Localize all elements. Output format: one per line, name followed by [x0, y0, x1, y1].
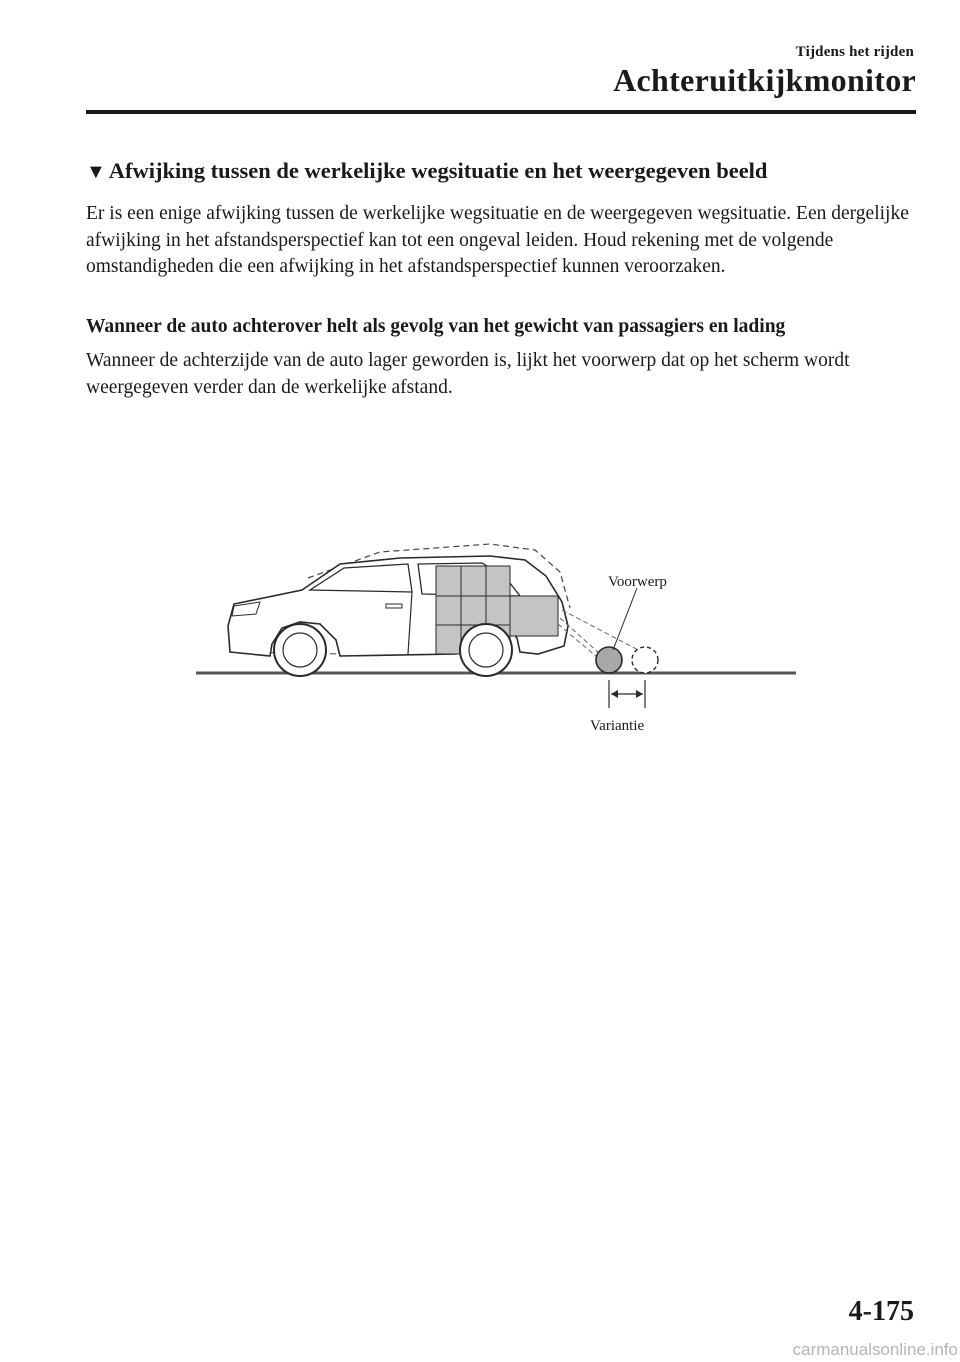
- car-tilt-diagram: [190, 530, 810, 750]
- triangle-marker-icon: ▼: [86, 161, 106, 183]
- cargo-load-rear: [510, 596, 558, 636]
- header-divider: [86, 110, 916, 114]
- condition-paragraph: Wanneer de achterzijde van de auto lager geworden is, lijkt het voorwerp dat op het scherm wordt weergegeven verder dan de werkelijke afstand.: [86, 350, 850, 398]
- object-label: Voorwerp: [608, 574, 667, 590]
- intro-paragraph: Er is een enige afwijking tussen de werkelijke wegsituatie en de weergegeven wegsituatie. Een dergelijke afwijking in het afstandsperspectief kan tot een ongeval leiden. Houd rekening met de volgende omstandigheden die een afwijking in het afstandsperspectief kunnen veroorzaken.: [86, 203, 909, 277]
- running-header-chapter: Achteruitkijkmonitor: [613, 62, 916, 98]
- variance-label: Variantie: [590, 718, 645, 734]
- section-title-text: Afwijking tussen de werkelijke wegsituatie en het weergegeven beeld: [108, 158, 768, 183]
- running-header-section: Tijdens het rijden: [795, 44, 914, 60]
- watermark: carmanualsonline.info: [792, 1340, 958, 1359]
- perceived-object: [632, 647, 658, 673]
- page-number: 4-175: [848, 1296, 914, 1327]
- actual-object: [596, 647, 622, 673]
- car-illustration: [190, 530, 810, 750]
- object-leader-line: [613, 588, 637, 650]
- condition-subtitle: Wanneer de auto achterover helt als gevolg van het gewicht van passagiers en lading: [86, 316, 786, 337]
- section-title: [86, 158, 926, 184]
